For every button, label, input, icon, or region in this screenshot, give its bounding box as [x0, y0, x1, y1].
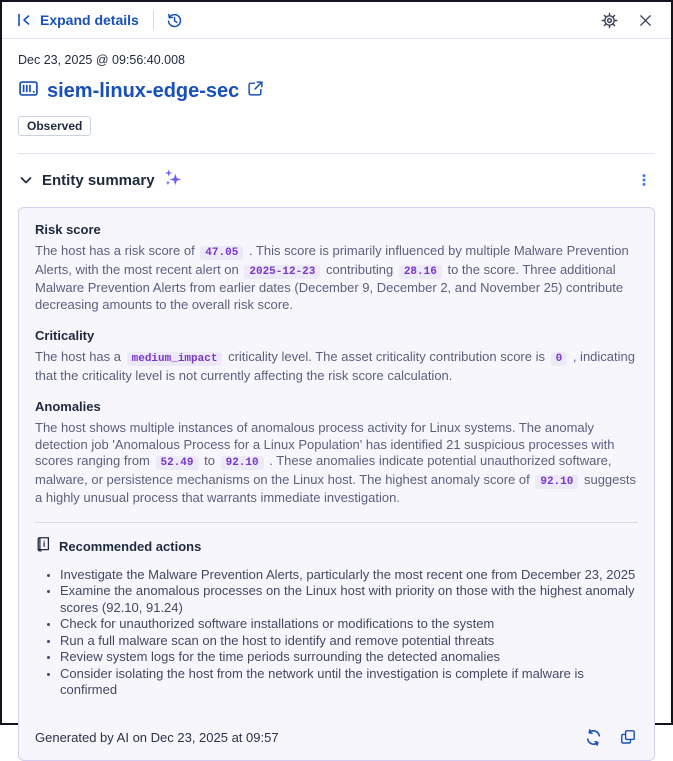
- risk-score-section: [35, 222, 638, 313]
- summary-options-button[interactable]: [633, 168, 655, 192]
- recommended-action-item: • Consider isolating the host from the network until the investigation is complete if malware is confirmed: [60, 666, 638, 699]
- ai-sparkles-icon: [163, 168, 182, 192]
- risk-score-heading: Risk score: [35, 222, 101, 237]
- refresh-icon: [585, 729, 602, 746]
- risk-score-text: The host has a risk score of 47.05 . This score is primarily influenced by multiple Malware Prevention Alerts, with the most recent alert on 2025-12-23 contributing 28.16 to the score. Three additional Malware Prevention Alerts from earlier dates (December 9, December 2, and November 25) contribute decreasing amounts to the overall risk score.: [35, 243, 629, 312]
- inline-code-value: 47.05: [200, 246, 243, 260]
- header-divider: [153, 10, 154, 30]
- recommended-action-item: • Examine the anomalous processes on the Linux host with priority on those with the highest anomaly scores (92.10, 91.24): [60, 583, 638, 616]
- entity-summary-header: [18, 168, 655, 192]
- ai-panel-footer: [35, 727, 638, 748]
- summary-collapse-toggle[interactable]: [18, 172, 34, 188]
- open-in-new-popout-icon[interactable]: [247, 80, 264, 102]
- inline-code-value: medium_impact: [127, 352, 223, 366]
- inline-code-value: 92.10: [221, 456, 264, 470]
- documentation-book-icon: [35, 536, 52, 558]
- inline-code-value: 2025-12-23: [244, 265, 320, 279]
- panel-divider: [35, 522, 638, 523]
- criticality-heading: Criticality: [35, 328, 95, 343]
- flyout-body: [2, 39, 671, 761]
- inline-code-value: 92.10: [535, 475, 578, 489]
- criticality-section: [35, 328, 638, 384]
- recommended-action-item: • Check for unauthorized software installations or modifications to the system: [60, 616, 638, 633]
- flyout-header-bar: [2, 2, 671, 39]
- recommended-actions-header: [35, 536, 638, 558]
- collapse-details-button[interactable]: [12, 8, 36, 32]
- entity-summary-title: Entity summary: [42, 171, 155, 189]
- ai-summary-panel: [18, 207, 655, 761]
- event-timestamp: Dec 23, 2025 @ 09:56:40.008: [18, 53, 185, 67]
- copy-icon: [620, 729, 636, 745]
- recommended-actions-title: Recommended actions: [59, 539, 202, 554]
- anomalies-text: The host shows multiple instances of anomalous process activity for Linux systems. The anomaly detection job 'Anomalous Process for a Linux Population' has identified 21 suspicious processes with scores ranging from 52.49 to 92.10 . These anomalies indicate potential unauthorized software, malware, or persistence mechanisms on the Linux host. The highest anomaly score of 92.10 suggests a highly unusual process that warrants immediate investigation.: [35, 420, 637, 505]
- recommended-actions-list: [35, 567, 638, 699]
- criticality-text: The host has a medium_impact criticality level. The asset criticality contribution score is 0 , indicating that the criticality level is not currently affecting the risk score calculation.: [35, 349, 635, 383]
- anomalies-section: [35, 399, 638, 507]
- host-storage-icon: [18, 78, 39, 104]
- history-button[interactable]: [162, 8, 187, 33]
- history-clock-icon: [166, 12, 183, 29]
- entity-title-row: [18, 78, 655, 104]
- inline-code-value: 52.49: [156, 456, 199, 470]
- regenerate-button[interactable]: [583, 727, 604, 748]
- inline-code-value: 28.16: [399, 265, 442, 279]
- recommended-action-item: • Run a full malware scan on the host to identify and remove potential threats: [60, 633, 638, 650]
- close-flyout-button[interactable]: [634, 9, 657, 32]
- host-name-link[interactable]: siem-linux-edge-sec: [47, 79, 240, 102]
- expand-details-button[interactable]: Expand details: [36, 12, 145, 28]
- status-badge: Observed: [18, 116, 91, 136]
- chevron-down-icon: [18, 172, 34, 188]
- arrow-start-icon: [16, 12, 32, 28]
- copy-button[interactable]: [618, 727, 638, 747]
- gear-icon: [601, 12, 618, 29]
- close-icon: [638, 13, 653, 28]
- anomalies-heading: Anomalies: [35, 399, 101, 414]
- kebab-menu-icon: [637, 172, 651, 188]
- generated-by-ai-note: Generated by AI on Dec 23, 2025 at 09:57: [35, 729, 279, 745]
- inline-code-value: 0: [551, 352, 568, 366]
- recommended-action-item: • Review system logs for the time periods surrounding the detected anomalies: [60, 649, 638, 666]
- content-divider: [18, 153, 655, 154]
- recommended-action-item: • Investigate the Malware Prevention Alerts, particularly the most recent one from December 23, 2025: [60, 567, 638, 584]
- settings-button[interactable]: [597, 8, 622, 33]
